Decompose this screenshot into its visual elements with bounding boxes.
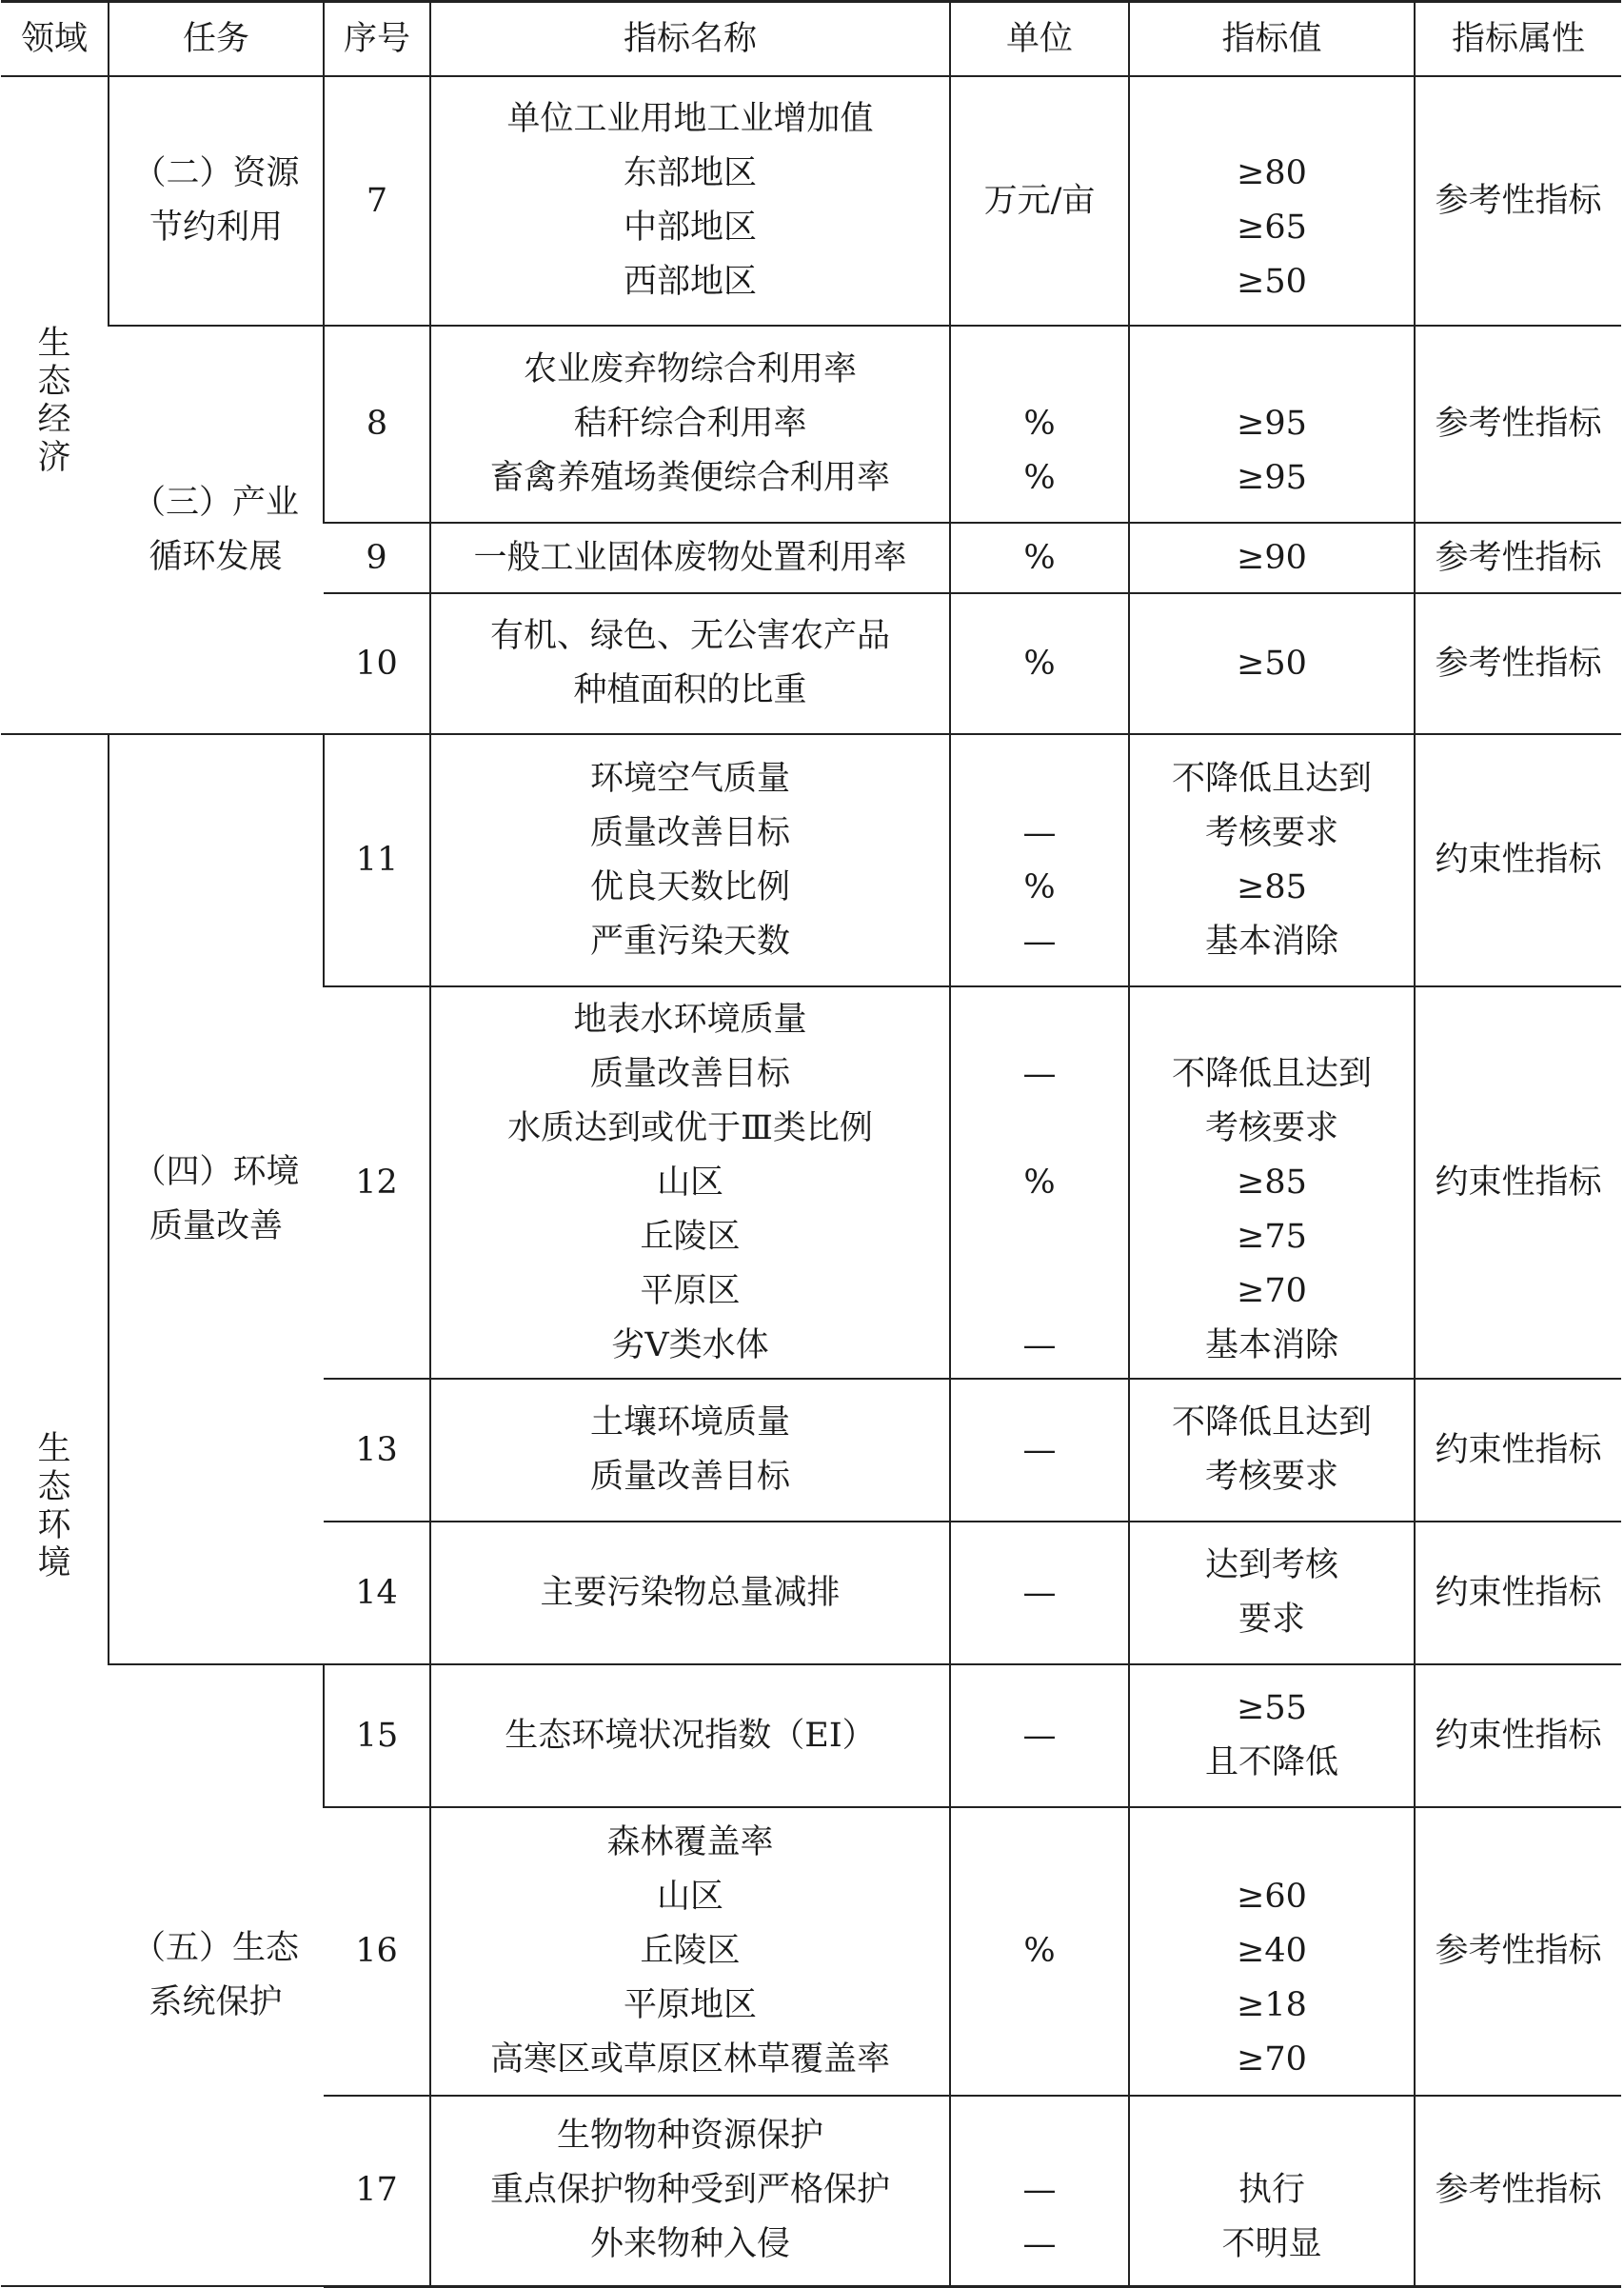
unit-cell: % % — [950, 326, 1129, 523]
task-line: （二）资源 — [132, 154, 300, 192]
indicator-name-cell: 一般工业固体废物处置利用率 — [430, 523, 950, 593]
attribute-cell: 参考性指标 — [1415, 326, 1621, 523]
task-line: 循环发展 — [149, 537, 283, 576]
header-no: 序号 — [324, 2, 430, 77]
row-number: 8 — [324, 326, 430, 523]
unit-cell: — — [950, 1522, 1129, 1664]
value-cell: ≥50 — [1129, 593, 1415, 734]
row-number: 15 — [324, 1664, 430, 1807]
indicator-name-cell: 农业废弃物综合利用率 秸秆综合利用率 畜禽养殖场粪便综合利用率 — [430, 326, 950, 523]
indicator-name-cell: 有机、绿色、无公害农产品 种植面积的比重 — [430, 593, 950, 734]
attribute-cell: 参考性指标 — [1415, 2096, 1621, 2286]
header-task: 任务 — [109, 2, 324, 77]
indicator-name-cell: 环境空气质量 质量改善目标 优良天数比例 严重污染天数 — [430, 734, 950, 986]
row-number: 14 — [324, 1522, 430, 1664]
row-number: 11 — [324, 734, 430, 986]
attribute-cell: 约束性指标 — [1415, 1664, 1621, 1807]
row-number: 10 — [324, 593, 430, 734]
value-cell: ≥80 ≥65 ≥50 — [1129, 76, 1415, 326]
value-cell: 不降低且达到 考核要求 ≥85 基本消除 — [1129, 734, 1415, 986]
attribute-cell: 参考性指标 — [1415, 593, 1621, 734]
indicator-name-cell: 单位工业用地工业增加值 东部地区 中部地区 西部地区 — [430, 76, 950, 326]
header-row — [1, 2, 1621, 77]
task-cell — [109, 734, 324, 1664]
task-line: 节约利用 — [149, 209, 283, 247]
task-cell — [109, 76, 324, 326]
attribute-cell: 约束性指标 — [1415, 734, 1621, 986]
indicator-name-cell: 生态环境状况指数（EI） — [430, 1664, 950, 1807]
header-domain: 领域 — [1, 2, 109, 77]
table-row — [1, 1664, 1621, 1807]
row-number: 13 — [324, 1379, 430, 1522]
unit-cell: % — [950, 593, 1129, 734]
value-cell: 不降低且达到 考核要求 ≥85 ≥75 ≥70 基本消除 — [1129, 986, 1415, 1379]
header-unit: 单位 — [950, 2, 1129, 77]
value-cell: ≥55 且不降低 — [1129, 1664, 1415, 1807]
attribute-cell: 参考性指标 — [1415, 76, 1621, 326]
task-line: 质量改善 — [149, 1206, 283, 1245]
value-cell: 达到考核 要求 — [1129, 1522, 1415, 1664]
indicator-name-cell: 土壤环境质量 质量改善目标 — [430, 1379, 950, 1522]
task-cell — [109, 1664, 324, 2286]
task-line: （三）产业 — [131, 483, 299, 522]
attribute-cell: 参考性指标 — [1415, 1807, 1621, 2096]
unit-cell: — % — — [950, 986, 1129, 1379]
indicator-name-cell: 地表水环境质量 质量改善目标 水质达到或优于Ⅲ类比例 山区 丘陵区 平原区 劣Ⅴ类水体 — [430, 986, 950, 1379]
indicator-table — [1, 0, 1621, 2288]
value-cell: ≥60 ≥40 ≥18 ≥70 — [1129, 1807, 1415, 2096]
value-cell: ≥95 ≥95 — [1129, 326, 1415, 523]
task-line: （五）生态 — [131, 1928, 299, 1967]
value-cell: ≥90 — [1129, 523, 1415, 593]
row-number: 7 — [324, 76, 430, 326]
table-row — [1, 76, 1621, 326]
attribute-cell: 约束性指标 — [1415, 1379, 1621, 1522]
unit-cell: % — [950, 523, 1129, 593]
header-indicator-name: 指标名称 — [430, 2, 950, 77]
attribute-cell: 约束性指标 — [1415, 1522, 1621, 1664]
row-number: 17 — [324, 2096, 430, 2286]
unit-cell: — % — — [950, 734, 1129, 986]
attribute-cell: 参考性指标 — [1415, 523, 1621, 593]
task-line: （四）环境 — [132, 1152, 300, 1191]
indicator-name-cell: 主要污染物总量减排 — [430, 1522, 950, 1664]
unit-cell: — — — [950, 2096, 1129, 2286]
domain-cell-eco-economy: 生态经济 — [1, 76, 109, 734]
row-number: 16 — [324, 1807, 430, 2096]
value-cell: 执行 不明显 — [1129, 2096, 1415, 2286]
row-number: 12 — [324, 986, 430, 1379]
domain-cell-eco-environment: 生态环境 — [1, 734, 109, 2286]
unit-cell: % — [950, 1807, 1129, 2096]
header-value: 指标值 — [1129, 2, 1415, 77]
attribute-cell: 约束性指标 — [1415, 986, 1621, 1379]
indicator-name-cell: 森林覆盖率 山区 丘陵区 平原地区 高寒区或草原区林草覆盖率 — [430, 1807, 950, 2096]
task-line: 系统保护 — [149, 1982, 283, 2021]
unit-cell: — — [950, 1379, 1129, 1522]
indicator-name-cell: 生物物种资源保护 重点保护物种受到严格保护 外来物种入侵 — [430, 2096, 950, 2286]
row-number: 9 — [324, 523, 430, 593]
value-cell: 不降低且达到 考核要求 — [1129, 1379, 1415, 1522]
unit-cell: 万元/亩 — [950, 76, 1129, 326]
task-cell — [109, 326, 324, 734]
header-attribute: 指标属性 — [1415, 2, 1621, 77]
unit-cell: — — [950, 1664, 1129, 1807]
table-row — [1, 326, 1621, 523]
table-row — [1, 734, 1621, 986]
